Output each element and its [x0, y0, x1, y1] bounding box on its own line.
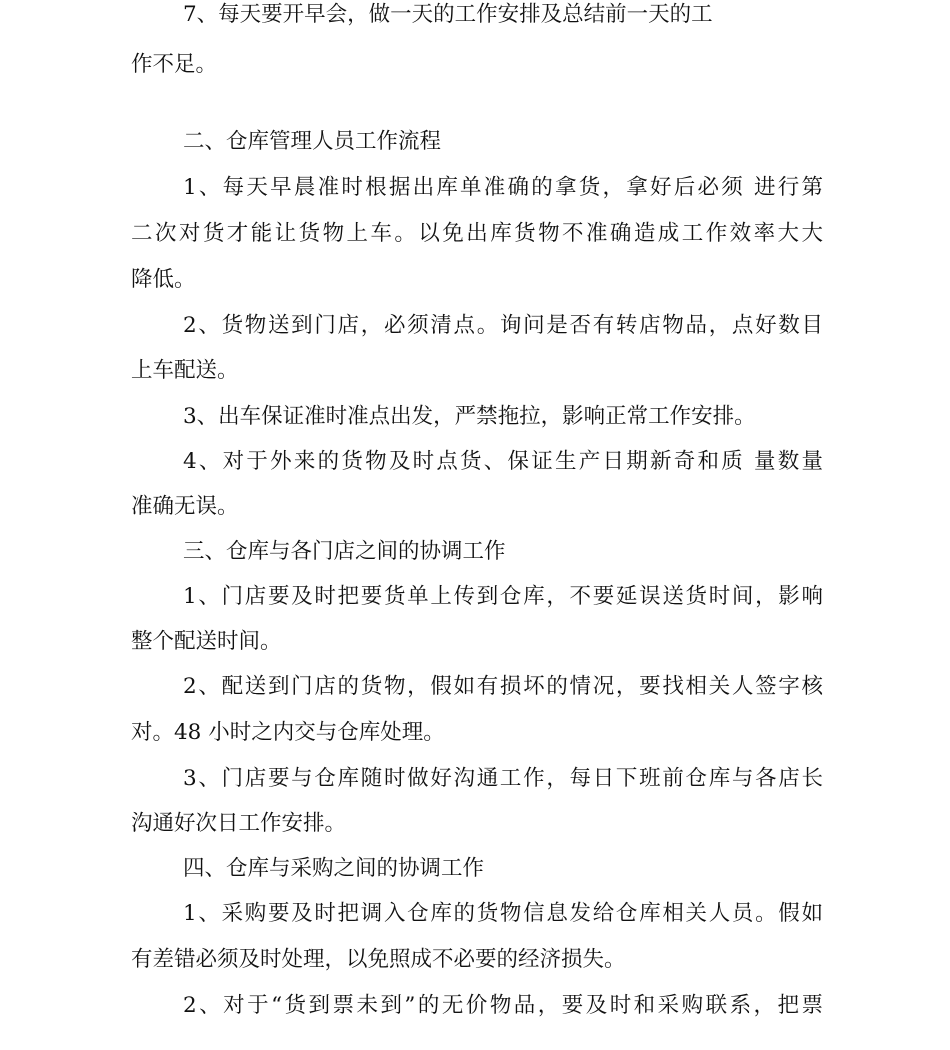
paragraph-0-line-0: 7、每天要开早会，做一天的工作安排及总结前一天的工 — [183, 2, 713, 27]
paragraph-5-line-0: 4、对于外来的货物及时点货、保证生产日期新奇和质 量数量 — [183, 449, 823, 474]
section-heading-4: 四、仓库与采购之间的协调工作 — [183, 856, 485, 881]
paragraph-11-line-0: 1、采购要及时把调入仓库的货物信息发给仓库相关人员。假如 — [183, 901, 823, 926]
paragraph-2-line-2: 降低。 — [131, 267, 196, 292]
paragraph-2-line-1: 二次对货才能让货物上车。以免出库货物不准确造成工作效率大大 — [131, 221, 823, 246]
paragraph-3-line-1: 上车配送。 — [131, 358, 239, 383]
paragraph-0-line-1: 作不足。 — [131, 52, 218, 77]
paragraph-9-line-0: 3、门店要与仓库随时做好沟通工作，每日下班前仓库与各店长 — [183, 766, 823, 791]
section-heading-3: 三、仓库与各门店之间的协调工作 — [183, 539, 506, 564]
paragraph-7-line-0: 1、门店要及时把要货单上传到仓库，不要延误送货时间，影响 — [183, 584, 823, 609]
paragraph-8-line-1: 对。48 小时之内交与仓库处理。 — [131, 720, 445, 745]
paragraph-12-line-0: 2、对于“货到票未到”的无价物品，要及时和采购联系，把票 — [183, 993, 823, 1018]
paragraph-9-line-1: 沟通好次日工作安排。 — [131, 811, 347, 836]
section-heading-2: 二、仓库管理人员工作流程 — [183, 129, 442, 154]
paragraph-5-line-1: 准确无误。 — [131, 494, 239, 519]
paragraph-7-line-1: 整个配送时间。 — [131, 629, 282, 654]
paragraph-4-line-0: 3、出车保证准时准点出发，严禁拖拉，影响正常工作安排。 — [183, 404, 756, 429]
paragraph-3-line-0: 2、货物送到门店，必须清点。询问是否有转店物品，点好数目 — [183, 313, 823, 338]
paragraph-11-line-1: 有差错必须及时处理，以免照成不必要的经济损失。 — [131, 947, 626, 972]
paragraph-8-line-0: 2、配送到门店的货物，假如有损坏的情况，要找相关人签字核 — [183, 674, 823, 699]
paragraph-2-line-0: 1、每天早晨准时根据出库单准确的拿货，拿好后必须 进行第 — [183, 175, 823, 200]
